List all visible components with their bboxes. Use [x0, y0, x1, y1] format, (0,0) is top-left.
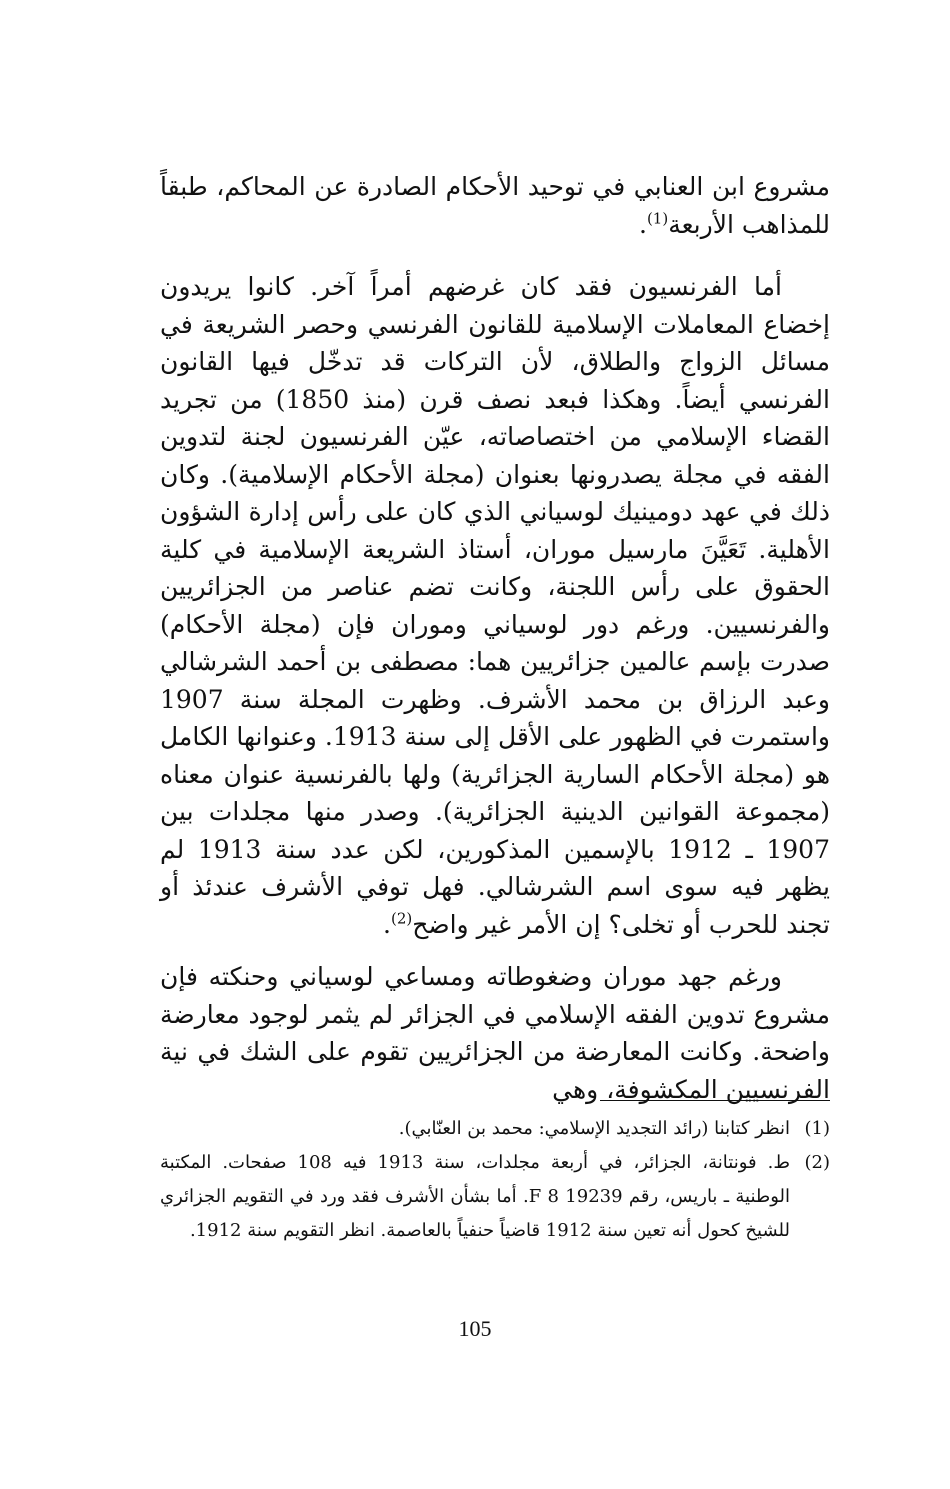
footnote-2-text: ط. فونتانة، الجزائر، في أربعة مجلدات، سنة 1913 فيه 108 صفحات. المكتبة الوطنية ـ باريس، رقم 19239 F 8. أما بشأن الأشرف فقد ورد في التقويم الجزائري للشيخ كحول أنه تعين سنة 1912 قاضياً حنفياً بالعاصمة. انظر التقويم سنة 1912. [160, 1152, 790, 1241]
paragraph-1-end: . [638, 209, 647, 239]
footnote-1-text: انظر كتابنا (رائد التجديد الإسلامي: محمد بن العنّابي). [398, 1118, 790, 1139]
footnote-2-number: (2) [804, 1152, 830, 1173]
footnote-ref-1[interactable]: (1) [646, 209, 669, 228]
paragraph-2-text: أما الفرنسيون فقد كان غرضهم أمراً آخر. كانوا يريدون إخضاع المعاملات الإسلامية للقانون الفرنسي وحصر الشريعة في مسائل الزواج والطلاق، لأن التركات قد تدخّل فيها القانون الفرنسي أيضاً. وهكذا فبعد نصف قرن (منذ 1850) من تجريد القضاء الإسلامي من اختصاصاته، عيّن الفرنسيون لجنة لتدوين الفقه في مجلة يصدرونها بعنوان (مجلة الأحكام الإسلامية). وكان ذلك في عهد دومينيك لوسياني الذي كان على رأس إدارة الشؤون الأهلية. تَعَيَّنَ مارسيل موران، أستاذ الشريعة الإسلامية في كلية الحقوق على رأس اللجنة، وكانت تضم عناصر من الجزائريين والفرنسيين. ورغم دور لوسياني وموران فإن (مجلة الأحكام) صدرت بإسم عالمين جزائريين هما: مصطفى بن أحمد الشرشالي وعبد الرزاق بن محمد الأشرف. وظهرت المجلة سنة 1907 واستمرت في الظهور على الأقل إلى سنة 1913. وعنوانها الكامل هو (مجلة الأحكام السارية الجزائرية) ولها بالفرنسية عنوان معناه (مجموعة القوانين الدينية الجزائرية). وصدر منها مجلدات بين 1907 ـ 1912 بالإسمين المذكورين، لكن عدد سنة 1913 لم يظهر فيه سوى اسم الشرشالي. فهل توفي الأشرف عندئذ أو تجند للحرب أو تخلى؟ إن الأمر غير واضح [160, 272, 830, 939]
paragraph-2 [160, 268, 830, 943]
paragraph-3 [160, 958, 830, 1108]
footnotes [160, 1112, 830, 1248]
paragraph-1 [160, 168, 830, 243]
paragraph-2-end: . [383, 909, 391, 939]
footnote-divider [600, 1100, 830, 1101]
page-number: 105 [458, 1316, 492, 1341]
footnote-ref-2[interactable]: (2) [390, 909, 413, 928]
footnote-2 [160, 1146, 830, 1248]
footnote-1 [160, 1112, 830, 1146]
paragraph-1-text: مشروع ابن العنابي في توحيد الأحكام الصادرة عن المحاكم، طبقاً للمذاهب الأربعة [160, 172, 830, 239]
paragraph-3-text: ورغم جهد موران وضغوطاته ومساعي لوسياني وحنكته فإن مشروع تدوين الفقه الإسلامي في الجزائر لم يثمر لوجود معارضة واضحة. وكانت المعارضة من الجزائريين تقوم على الشك في نية الفرنسيين المكشوفة، وهي [160, 962, 830, 1104]
footnote-1-number: (1) [804, 1118, 830, 1139]
